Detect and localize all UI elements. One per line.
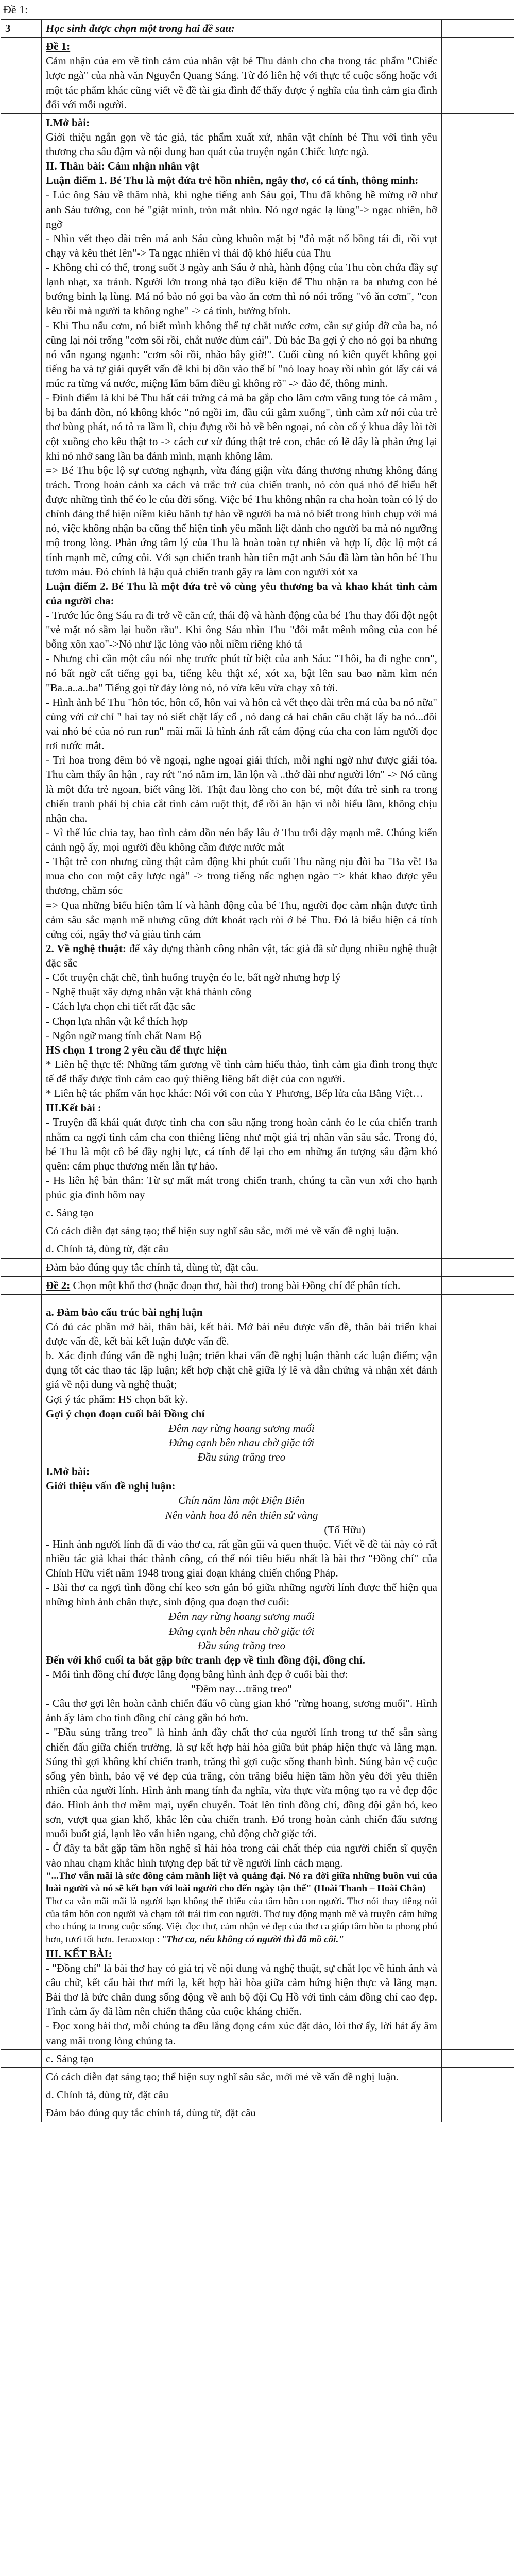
de2-prompt-cell <box>42 1276 442 1294</box>
question-header-row <box>1 20 514 38</box>
de1-ld1-para: - Không chỉ có thế, trong suốt 3 ngày anh Sáu ở nhà, hành động của Thu còn chứa đầy sự lạnh nhạt, xa tránh. Người lớn trong nhà tạo điều kiện để Thu nhận ra ba nhưng con bé bướng bỉnh lạ lùng. Má nó bảo nó gọi ba vào ăn cơm thì nó nói trống "vô ăn cơm", "con kêu rồi mà người ta không nghe" -> cá tính, bướng bỉnh. <box>46 261 437 317</box>
de2-than-bai-title: Đến với khổ cuối ta bắt gặp bức tranh đẹp về tình đồng đội, đồng chí. <box>46 1653 365 1666</box>
top-label: Đề 1: <box>0 2 515 19</box>
de1-label: Đề 1: <box>46 40 71 53</box>
de2-mo-bai-title: I.Mở bài: <box>46 1465 90 1478</box>
de1-art-title: 2. Về nghệ thuật: <box>46 942 127 955</box>
de2-b-text: b. Xác định đúng vấn đề nghị luận; triển khai vấn đề nghị luận thành các luận điểm; vận dụng tốt các thao tác lập luận; kết hợp chặt chẽ giữa lý lẽ và dẫn chứng và nhận xét đánh giá về nội dung và nghệ thuật; <box>46 1349 437 1391</box>
de2-scoring-label: d. Chính tả, dùng từ, đặt câu <box>46 2088 169 2101</box>
de1-art-line <box>46 941 437 970</box>
de1-ld1-title: Luận điểm 1. Bé Thu là một đứa trẻ hồn nhiên, ngây thơ, có cá tính, thông minh: <box>46 174 419 187</box>
de2-quote-tail: Thơ ca vẫn mãi mãi là người bạn không thể thiếu của tâm hồn con người. Thơ nói thay tiếng nói của tâm hồn con người và chạm tới trái tim con người. Thơ tuy động mạnh mẽ và truyền cảm hứng cho chúng ta trong cuộc sống. Việc đọc thơ, cảm nhận vẻ đẹp của thơ ca giúp tâm hồn ta phong phú hơn, tươi tốt hơn. Jeraoxtop : "Thơ ca, nếu không có người thì đã mồ côi." <box>46 1896 437 1945</box>
de1-scoring-row <box>1 1258 514 1276</box>
poem-author: (Tố Hữu) <box>324 1523 365 1536</box>
question-title: Học sinh được chọn một trong hai đề sau: <box>42 20 442 38</box>
de2-gioi-thieu: Giới thiệu vấn đề nghị luận: <box>46 1480 176 1493</box>
de2-answer-row <box>1 1303 514 2049</box>
poem-line: Chín năm làm một Điện Biên <box>178 1494 305 1507</box>
de2-kb-para: - "Đồng chí" là bài thơ hay có giá trị về nội dung và nghệ thuật, sự chắt lọc về hình ảnh và câu chữ, kết cấu bài thơ mới lạ, kết hợp hài hòa giữa cảm hứng hiện thực và lãng mạn. Bài thơ là bức chân dung sống động về anh bộ đội Cụ Hồ với tình cảm đồng chí cao đẹp. Tình cảm ấy đã làm nên chiến thắng của cuộc kháng chiến. <box>46 1961 437 2018</box>
de1-mo-bai: Giới thiệu ngắn gọn về tác giả, tác phẩm xuất xứ, nhân vật chính bé Thu với tình yêu thương cha sâu đậm và nội dung bao quát của truyện ngắn Chiếc lược ngà. <box>46 130 437 158</box>
de2-answer-cell <box>42 1303 442 2049</box>
de1-hs-title: HS chọn 1 trong 2 yêu cầu để thực hiện <box>46 1043 227 1056</box>
de2-goi-y: Gợi ý chọn đoạn cuối bài Đồng chí <box>46 1407 205 1420</box>
de1-scoring-label: d. Chính tả, dùng từ, đặt câu <box>46 1243 169 1256</box>
de1-ld1-para: - Lúc ông Sáu về thăm nhà, khi nghe tiếng anh Sáu gọi, Thu đã không hề mừng rỡ như anh Sáu tưởng, con bé "giật mình, tròn mắt nhìn. Nó ngơ ngác lạ lùng"-> ngạc nhiên, bỡ ngỡ <box>46 189 437 230</box>
points-cell <box>442 20 514 38</box>
de2-kb-title: III. KẾT BÀI: <box>46 1947 112 1960</box>
de1-than-bai-title: II. Thân bài: Cảm nhận nhân vật <box>46 160 199 173</box>
de1-ld1-para: => Bé Thu bộc lộ sự cương nghạnh, vừa đáng giận vừa đáng thương nhưng không đáng trách. Trong hoàn cảnh xa cách và trắc trở của chiến tranh, nó còn quá nhỏ để hiểu hết được những tình thế éo le của đời sống. Việc bé Thu không nhận ra cha hoàn toàn có lý do chính đáng thể hiện niềm kiêu hãnh tự hào về người ba mà nó biết trong hình chụp với má nó, việc không nhận ba cũng thể hiện tình yêu mãnh liệt dành cho người ba mà nó ngưỡng mộ trong lòng. Phản ứng tâm lý của Thu là hoàn toàn tự nhiên và hợp lí, độc lộ một cá tính mạnh mẽ, cứng cỏi. Với sạn chiến tranh hàn tiên mặt anh Sáu đã làm tàn hôn bé Thu tươm máu. Đó chính là hậu quả chiến tranh gây ra làm con người xót xa <box>46 464 437 578</box>
poem-line: Đầu súng trăng treo <box>197 1639 286 1652</box>
de2-scoring-row <box>1 2049 514 2067</box>
de1-scoring-label: c. Sáng tạo <box>46 1207 94 1219</box>
de2-prompt-row <box>1 1276 514 1294</box>
de1-scoring-text: Đảm bảo đúng quy tắc chính tả, dùng từ, đặt câu. <box>46 1261 259 1274</box>
de2-quote: "...Thơ vẫn mãi là sức đồng cảm mãnh liệt và quảng đại. Nó ra đời giữa những buồn vui của loài người và nó sẽ kết bạn với loài người cho đến ngày tận thế" (Hoài Thanh – Hoài Chân) <box>46 1870 437 1894</box>
de1-art-item: - Cốt truyện chặt chẽ, tình huống truyện éo le, bất ngờ nhưng hợp lý <box>46 971 341 984</box>
de1-art-item: - Cách lựa chọn chi tiết rất đặc sắc <box>46 1000 196 1013</box>
de1-ld2-para: - Nhưng chỉ cần một câu nói nhẹ trước phút từ biệt của anh Sáu: "Thôi, ba đi nghe con", nó bất ngờ cất tiếng gọi ba, tiếng kêu thật xé, xót xa, bật lên sau bao năm kìm nén "Ba..a..a..ba" Tiếng gọi từ đáy lòng nó, nó vừa kêu vừa chạy xô tới. <box>46 652 437 694</box>
de2-a-text: Có đủ các phần mở bài, thân bài, kết bài. Mở bài nêu được vấn đề, thân bài triển khai được vấn đề, kết bài kết luận được vấn đề. <box>46 1320 437 1347</box>
de1-ld2-para: - Vì thế lúc chia tay, bao tình cảm dồn nén bấy lâu ở Thu trỗi dậy mạnh mẽ. Chúng kiến cảnh ngộ ấy, mọi người đều không cầm được nước mắt <box>46 826 437 853</box>
de1-answer-cell <box>42 113 442 1204</box>
de2-than-bai-para: - "Đầu súng trăng treo" là hình ảnh đầy chất thơ của người lính trong tư thế sẵn sàng chiến đấu giữa chiến trường, là sự kết hợp hài hòa giữa bút pháp hiện thực và lãng mạn. Súng thì gợi không khí chiến tranh, trăng thì gợi cuộc sống thanh bình. Súng bảo vệ cuộc sống yên bình, bảo vệ vẻ đẹp của trăng, còn trăng biểu hiện tâm hồn yêu đời yêu thiên nhiên của người lính. Hình ảnh mang tính đa nghĩa, vừa thực vừa mộng tạo ra vẻ đẹp độc đáo. Hình ảnh thơ mềm mại, uyển chuyển. Toát lên tình đồng chí, đồng đội gắn bó, keo sơn, vượt qua gian khổ, khắc lên của chiến tranh. Đó trong hoàn cảnh chiến đấu sương muối buốt giá, lạnh lẽo vẫn hiên ngang, chủ động chờ giặc tới. <box>46 1726 437 1840</box>
de1-ld1-para: - Nhìn vết thẹo dài trên má anh Sáu cùng khuôn mặt bị "đỏ mặt nổ bồng tái đi, rồi vụt chạy và kêu thét lên"-> Ta ngạc nhiên vì thái độ khó hiểu của Thu <box>46 232 437 259</box>
de1-mo-bai-title: I.Mở bài: <box>46 116 90 129</box>
poem-line: Đầu súng trăng treo <box>197 1451 286 1463</box>
de1-prompt-row <box>1 38 514 114</box>
de2-scoring-row <box>1 2086 514 2104</box>
de1-ld1-para: - Khi Thu nấu cơm, nó biết mình không thể tự chắt nước cơm, cần sự giúp đỡ của ba, nó cũng lại nói trống "cơm sôi rồi, chắt nước dùm cái". Dù bác Ba gợi ý cho nó gọi ba nhưng nó vẫn ngang ngạnh: "cơm sôi rồi, nhão bây giờ!". Cuối cùng nó kiên quyết không gọi tiếng ba và tự giải quyết vấn đề khi bị dồn vào thế bí "nó loay hoay rồi nhìn gót lấy cái vá múc ra từng vá nước, miệng lẩm bẩm điều gì không rõ" -> đảo để, thông minh. <box>46 319 437 389</box>
de1-scoring-row <box>1 1240 514 1258</box>
de1-prompt: Cảm nhận của em về tình cảm của nhân vật bé Thu dành cho cha trong tác phẩm "Chiếc lược ngà" của nhà văn Nguyễn Quang Sáng. Từ đó liên hệ với thực tế cuộc sống hoặc với một tác phẩm khác cũng viết về đề tài gia đình để thấy được ý nghĩa của tình cảm gia đình đối với mỗi người. <box>46 55 437 111</box>
de1-prompt-cell <box>42 38 442 114</box>
de1-ld2-para: - Thật trẻ con nhưng cũng thật cảm động khi phút cuối Thu năng nịu đòi ba "Ba về! Ba mua cho con một cây lược ngà" -> trong tiếng nấc nghẹn ngào => khát khao được yêu thương, chăm sóc <box>46 855 437 897</box>
de2-scoring-row <box>1 2104 514 2122</box>
de2-than-bai-para: "Đêm nay…trăng treo" <box>191 1683 292 1695</box>
de2-kb-para: - Đọc xong bài thơ, mỗi chúng ta đều lắng đọng cảm xúc đặt dào, lòi thơ ấy, lời hát ấy âm vang mãi trong lòng chúng ta. <box>46 2020 437 2047</box>
de1-kb-title: III.Kết bài : <box>46 1101 101 1114</box>
de1-ld2-para: - Trì hoa trong đêm bỏ về ngoại, nghe ngoại giải thích, mỗi nghi ngờ như được giải tỏa. Thu càm thấy ân hận , ray rứt "nó nằm im, lăn lộn và ..thở dài như người lớn" -> Nó cũng là một đứa trẻ ngoan, biết vâng lời. Thật đau lòng cho con bé, một đứa trẻ sinh ra trong chiến tranh phải bị chia cắt tình cảm ruột thịt, để rồi ân hận vì nỗi hiểu lầm, không chịu nhận cha. <box>46 754 437 824</box>
de1-art-item: - Nghệ thuật xây dựng nhân vật khá thành công <box>46 986 252 998</box>
de2-label: Đề 2: <box>46 1279 71 1292</box>
answer-table <box>1 19 514 2122</box>
de2-b-extra: Gợi ý tác phẩm: HS chọn bất kỳ. <box>46 1393 188 1405</box>
de1-kb-para: - Hs liên hệ bản thân: Từ sự mất mát trong chiến tranh, chúng ta cần vun xới cho hạnh phúc gia đình hôm nay <box>46 1174 437 1201</box>
de2-than-bai-para: - Mỗi tình đồng chí được lắng đọng bằng hình ảnh đẹp ở cuối bài thơ: <box>46 1668 348 1681</box>
de2-mo-bai-para: - Bài thơ ca ngợi tình đồng chí keo sơn gắn bó giữa những người lính được thể hiện qua những hình ảnh chân thực, sinh động qua đoạn thơ cuối: <box>46 1581 437 1608</box>
de1-scoring-row <box>1 1222 514 1240</box>
de1-answer-row <box>1 113 514 1204</box>
poem-line: Nên vành hoa đỏ nên thiên sử vàng <box>165 1509 318 1521</box>
de1-art-item: - Ngôn ngữ mang tính chất Nam Bộ <box>46 1029 202 1042</box>
de2-scoring-row <box>1 2067 514 2086</box>
de1-ld1-para: - Đỉnh điểm là khi bé Thu hất cái trứng cá mà ba gắp cho lâm cơm vãng tung tóe cả mâm , bị ba đánh đòn, nó không khóc "nó ngồi im, đầu cúi gằm xuống", tình cảm xử nói của trẻ thơ bùng phát, nó tỏ ra lầm lì, chịu đựng rồi bỏ về bên ngoại, nó còn cố ý khua dây lòi tời cột xuồng cho kêu thật to -> cách cư xử đúng thật trẻ con, chắc có lẽ dây là phản ứng lại khi nó nhớ sang lần ba đánh mình, mạnh không lâm. <box>46 392 437 462</box>
de2-scoring-text: Có cách diễn đạt sáng tạo; thể hiện suy nghĩ sâu sắc, mới mẻ về vấn đề nghị luận. <box>46 2070 399 2083</box>
de2-than-bai-para: - Câu thơ gợi lên hoàn cảnh chiến đấu vô cùng gian khó "rừng hoang, sương muối". Hình ảnh ấy làm cho tình đồng chí càng gắn bó hơn. <box>46 1697 437 1724</box>
de1-kb-para: - Truyện đã khái quát được tình cha con sâu nặng trong hoàn cảnh éo le của chiến tranh nhằm ca ngợi tình cảm cha con thiêng liêng như một giá trị nhân văn sâu sắc. Trong đó, bé Thu là một cô bé đầy nghị lực, cá tính để lại cho em những ấn tượng sâu đậm khó quên: cảm phục thương mến lẫn tự hào. <box>46 1116 437 1172</box>
question-number: 3 <box>1 20 42 38</box>
de2-scoring-text: Đảm bảo đúng quy tắc chính tả, dùng từ, đặt câu <box>46 2107 256 2119</box>
de1-art-intro: để xây dựng thành công nhân vật, tác giả đã sử dụng nhiều nghệ thuật đặc sắc <box>46 942 438 969</box>
poem-line: Đứng cạnh bên nhau chờ giặc tới <box>168 1436 315 1449</box>
de2-mo-bai-para: - Hình ảnh người lính đã đi vào thơ ca, rất gần gũi và quen thuộc. Viết về đề tài này có rất nhiều tác giả khai thác thành công, có thể nói tiêu biểu nhất là bài thơ "Đồng chí" của Chính Hữu viết năm 1948 trong giai đoạn kháng chiến chống Pháp. <box>46 1537 437 1579</box>
de1-ld2-para: - Trước lúc ông Sáu ra đi trở về căn cứ, thái độ và hành động của bé Thu thay đổi đột ngột "vẻ mặt nó sầm lại buồn rầu". Khi ông Sáu nhìn Thu "đôi mắt mênh mông của con bé bỗng xôn xao"->Nó như lặc lòng vào nỗi niềm riêng khó tả <box>46 609 437 651</box>
de1-scoring-text: Có cách diễn đạt sáng tạo; thể hiện suy nghĩ sâu sắc, mới mẻ về vấn đề nghị luận. <box>46 1225 399 1238</box>
spacer-row <box>1 1294 514 1303</box>
de1-art-item: - Chọn lựa nhân vật kể thích hợp <box>46 1014 188 1027</box>
de1-ld2-para: - Hình ảnh bé Thu "hôn tóc, hôn cổ, hôn vai và hôn cả vết thẹo dài trên má của ba nó nữa" cùng với cử chỉ " hai tay nó siết chặt lấy cổ , nó dang cả hai chân câu chặt lấy ba nó...đôi vai nhỏ bé của nó run run" mãi mãi là hình ảnh rất cảm động của cha con làm người đọc rơi nước mắt. <box>46 696 437 752</box>
poem-line: Đêm nay rừng hoang sương muối <box>168 1421 315 1434</box>
de2-scoring-label: c. Sáng tạo <box>46 2052 94 2065</box>
de1-ld2-para: => Qua những biểu hiện tâm lí và hành động của bé Thu, người đọc cảm nhận được tình cảm sâu sắc mạnh mẽ nhưng cũng dứt khoát rạch ròi ở bé Thu. Đó là biểu hiện cá tính cứng cỏi, ngây thơ và giàu tình cảm <box>46 899 437 940</box>
de1-hs-item: * Liên hệ thực tế: Những tấm gương về tình cảm hiếu thảo, tình cảm gia đình trong thực tế để thấy được tình cảm cao quý thiêng liêng bất diệt của con người. <box>46 1058 437 1085</box>
de1-scoring-row <box>1 1204 514 1222</box>
de1-hs-item: * Liên hệ tác phẩm văn học khác: Nói với con của Y Phương, Bếp lửa của Bằng Việt… <box>46 1087 423 1100</box>
de1-ld2-title: Luận điểm 2. Bé Thu là một đứa trẻ vô cùng yêu thương ba và khao khát tình cảm của người cha: <box>46 580 437 607</box>
de2-than-bai-para: - Ở đây ta bắt gặp tâm hồn nghệ sĩ hài hòa trong cái chất thép của người chiến sĩ quyện vào nhau chạm khắc hình tượng đẹp bất tử về người lính cách mạng. <box>46 1842 437 1869</box>
de2-prompt: Chọn một khổ thơ (hoặc đoạn thơ, bài thơ) trong bài Đồng chí để phân tích. <box>73 1279 401 1292</box>
poem-line: Đêm nay rừng hoang sương muối <box>168 1610 315 1623</box>
de2-a-title: a. Đảm bảo cấu trúc bài nghị luận <box>46 1306 203 1318</box>
poem-line: Đứng cạnh bên nhau chờ giặc tới <box>168 1624 315 1637</box>
